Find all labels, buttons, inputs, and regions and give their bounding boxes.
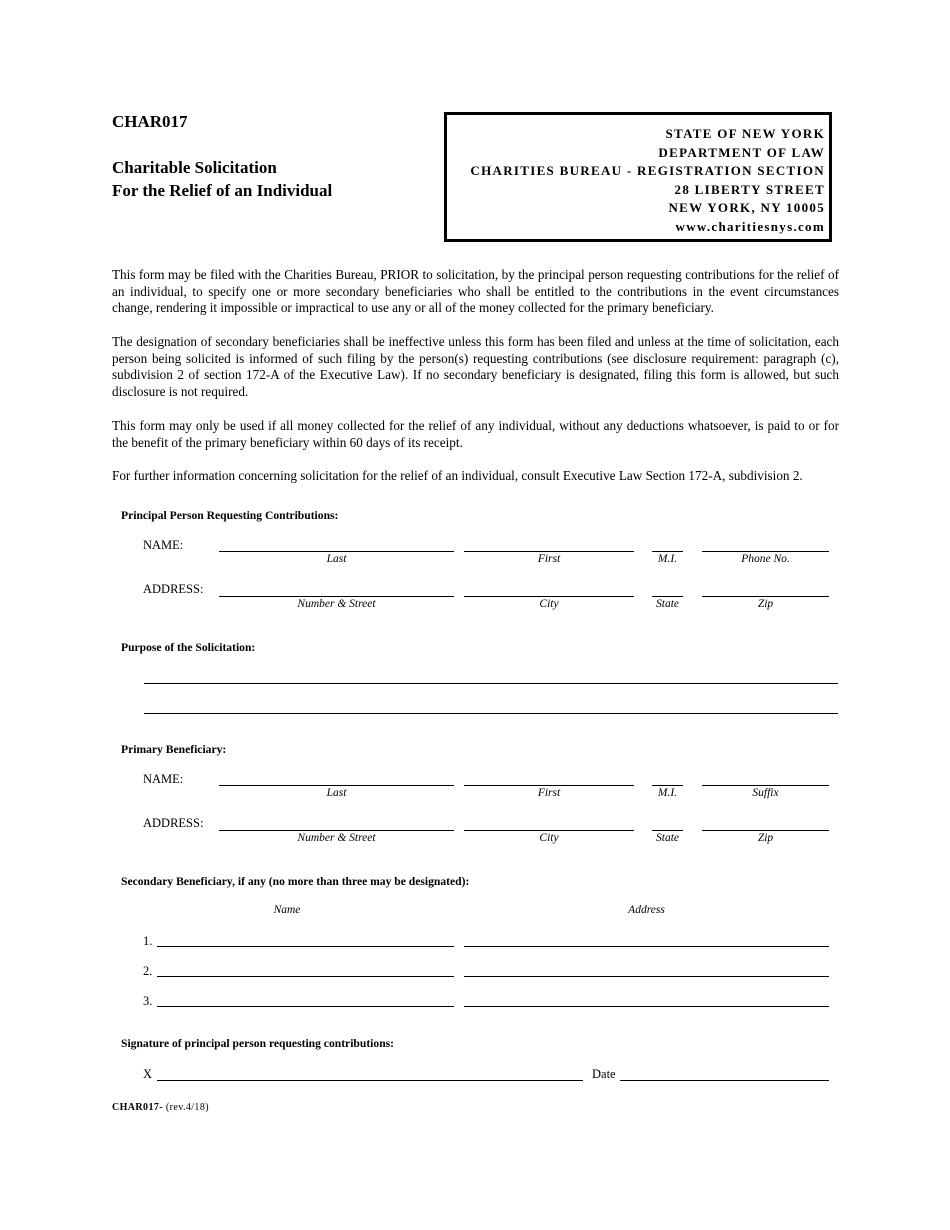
- form-title: [112, 156, 332, 202]
- form-code: CHAR017: [112, 112, 188, 131]
- principal-first-caption: First: [537, 553, 561, 565]
- secondary-3-address-field[interactable]: [464, 1006, 829, 1007]
- primary-zip-caption: Zip: [757, 832, 774, 844]
- instruction-paragraph-3: This form may only be used if all money collected for the relief of any individual, without any deductions whatsoever, is paid to or for the benefit of the primary beneficiary within 60 days of its receipt.: [112, 418, 839, 450]
- instruction-paragraph-1: This form may be filed with the Charities Bureau, PRIOR to solicitation, by the principal person requesting contributions for the relief of an individual, to specify one or more secondary beneficiaries who shall be entitled to the contributions in the event circumstances change, rendering it impossible or impractical to use any or all of the money collected for the primary beneficiary.: [112, 267, 839, 316]
- agency-department: DEPARTMENT OF LAW: [658, 144, 825, 160]
- principal-city-field[interactable]: [464, 596, 634, 597]
- footer-form-code: CHAR017-: [112, 1102, 163, 1113]
- purpose-section-label: Purpose of the Solicitation:: [121, 641, 256, 654]
- signature-section-label: Signature of principal person requesting contributions:: [121, 1037, 395, 1050]
- agency-address-box: [444, 112, 832, 242]
- primary-street-caption: Number & Street: [297, 832, 376, 844]
- primary-zip-field[interactable]: [702, 830, 829, 831]
- primary-first-name-field[interactable]: [464, 785, 634, 786]
- primary-state-field[interactable]: [652, 830, 683, 831]
- secondary-row-3-number: 3.: [143, 994, 153, 1008]
- agency-street: 28 LIBERTY STREET: [674, 181, 825, 197]
- purpose-line-1[interactable]: [144, 683, 838, 684]
- secondary-2-name-field[interactable]: [157, 976, 454, 977]
- footer-revision: (rev.4/18): [165, 1102, 209, 1113]
- principal-street-caption: Number & Street: [297, 598, 376, 610]
- primary-state-caption: State: [656, 832, 679, 844]
- signature-x-mark: X: [143, 1067, 153, 1081]
- agency-city: NEW YORK, NY 10005: [668, 200, 825, 216]
- principal-zip-caption: Zip: [757, 598, 774, 610]
- primary-address-label: ADDRESS:: [143, 816, 204, 830]
- secondary-1-address-field[interactable]: [464, 946, 829, 947]
- principal-first-name-field[interactable]: [464, 551, 634, 552]
- instruction-paragraph-4: For further information concerning solicitation for the relief of an individual, consult Executive Law Section 172-A, subdivision 2.: [112, 468, 803, 483]
- primary-city-caption: City: [539, 832, 559, 844]
- principal-section-label: Principal Person Requesting Contributions:: [121, 509, 339, 522]
- principal-last-name-field[interactable]: [219, 551, 454, 552]
- principal-mi-caption: M.I.: [657, 553, 678, 565]
- primary-suffix-field[interactable]: [702, 785, 829, 786]
- principal-phone-caption: Phone No.: [741, 553, 790, 565]
- principal-state-caption: State: [656, 598, 679, 610]
- primary-city-field[interactable]: [464, 830, 634, 831]
- principal-state-field[interactable]: [652, 596, 683, 597]
- agency-bureau: CHARITIES BUREAU - REGISTRATION SECTION: [470, 163, 825, 179]
- principal-mi-field[interactable]: [652, 551, 683, 552]
- primary-last-name-field[interactable]: [219, 785, 454, 786]
- date-field[interactable]: [620, 1080, 829, 1081]
- title-line-1: Charitable Solicitation: [112, 158, 277, 177]
- secondary-2-address-field[interactable]: [464, 976, 829, 977]
- secondary-1-name-field[interactable]: [157, 946, 454, 947]
- principal-phone-field[interactable]: [702, 551, 829, 552]
- principal-city-caption: City: [539, 598, 559, 610]
- primary-mi-field[interactable]: [652, 785, 683, 786]
- date-label: Date: [592, 1067, 616, 1081]
- agency-website: www.charitiesnys.com: [675, 218, 825, 234]
- principal-last-caption: Last: [326, 553, 347, 565]
- secondary-name-header: Name: [273, 904, 301, 916]
- primary-name-label: NAME:: [143, 772, 184, 786]
- secondary-3-name-field[interactable]: [157, 1006, 454, 1007]
- principal-name-label: NAME:: [143, 538, 184, 552]
- secondary-section-label: Secondary Beneficiary, if any (no more than three may be designated):: [121, 875, 470, 888]
- primary-suffix-caption: Suffix: [752, 787, 779, 799]
- primary-street-field[interactable]: [219, 830, 454, 831]
- primary-mi-caption: M.I.: [657, 787, 678, 799]
- primary-section-label: Primary Beneficiary:: [121, 743, 227, 756]
- agency-state: STATE OF NEW YORK: [665, 126, 825, 141]
- secondary-address-header: Address: [628, 904, 665, 916]
- primary-last-caption: Last: [326, 787, 347, 799]
- primary-first-caption: First: [537, 787, 561, 799]
- principal-zip-field[interactable]: [702, 596, 829, 597]
- secondary-row-1-number: 1.: [143, 934, 153, 948]
- title-line-2: For the Relief of an Individual: [112, 181, 333, 200]
- secondary-row-2-number: 2.: [143, 964, 153, 978]
- principal-address-label: ADDRESS:: [143, 582, 204, 596]
- principal-street-field[interactable]: [219, 596, 454, 597]
- signature-field[interactable]: [157, 1080, 583, 1081]
- instruction-paragraph-2: The designation of secondary beneficiaries shall be ineffective unless this form has been filed and unless at the time of solicitation, each person being solicited is informed of such filing by the person(s) requesting contributions (see disclosure requirement: paragraph (c), subdivision 2 of section 172-A of the Executive Law). If no secondary beneficiary is designated, filing this form is allowed, but such disclosure is not required.: [112, 334, 839, 399]
- form-revision: [112, 1102, 209, 1113]
- purpose-line-2[interactable]: [144, 713, 838, 714]
